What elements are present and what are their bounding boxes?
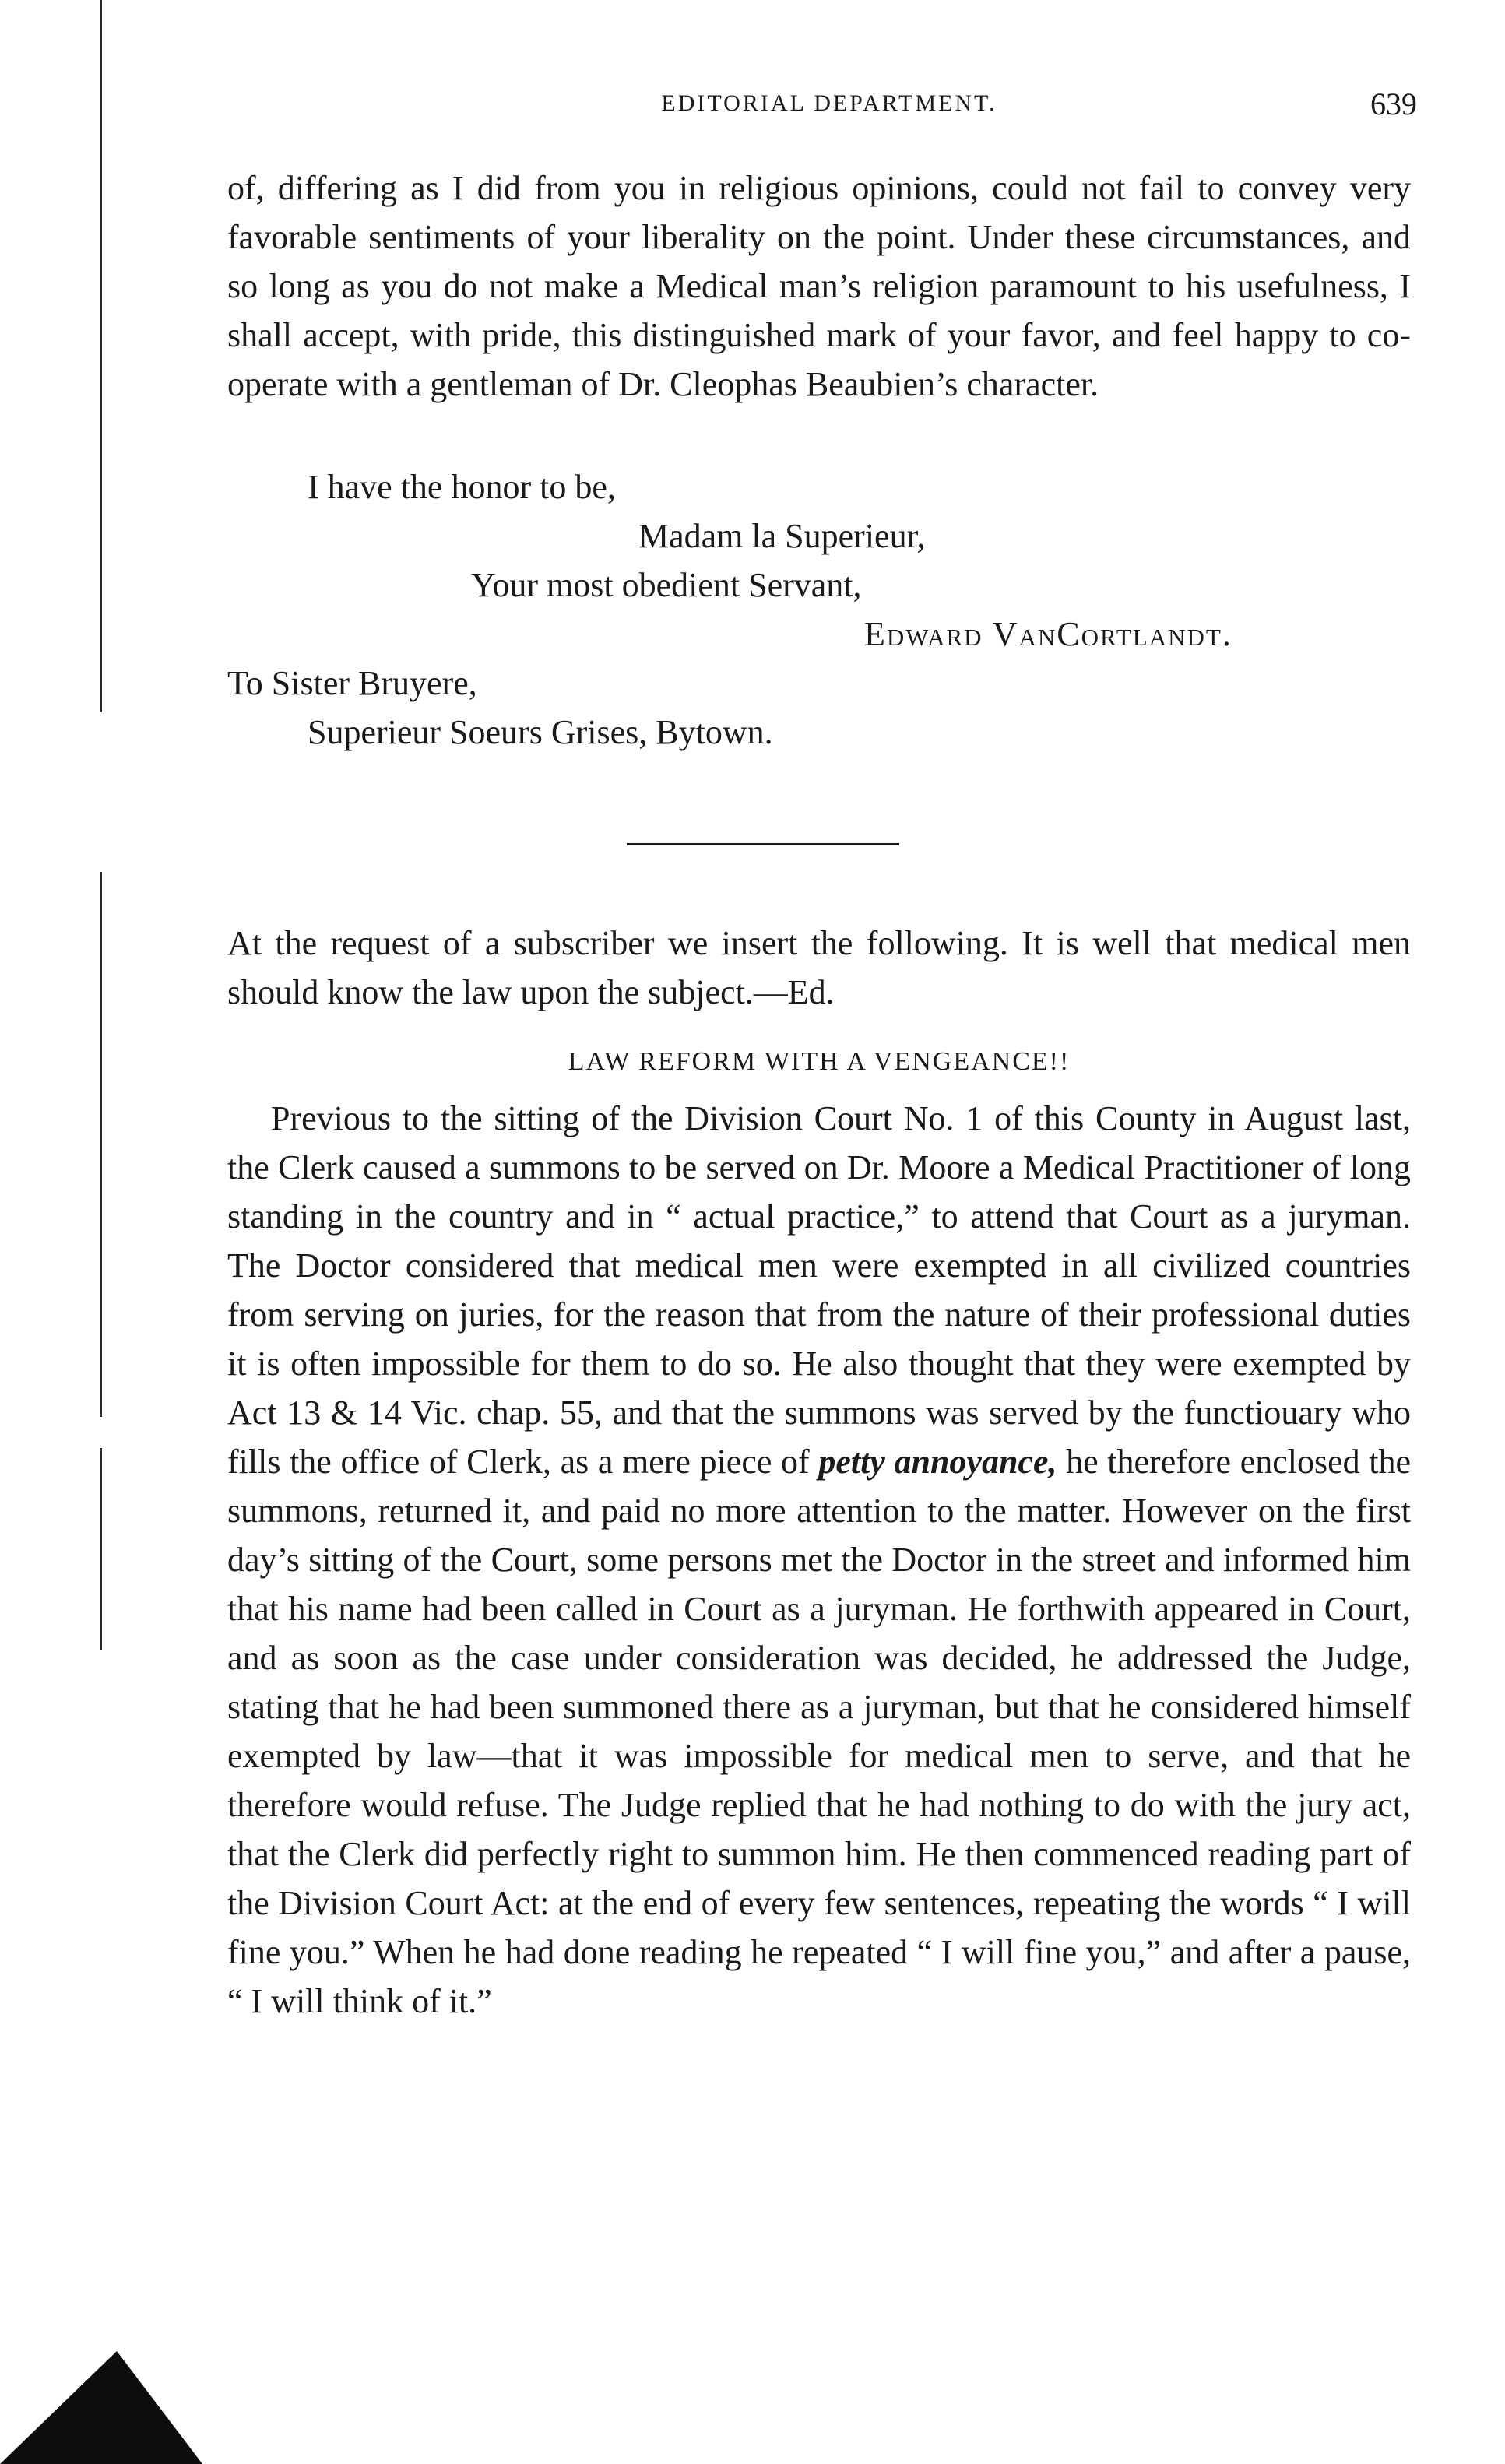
running-head: EDITORIAL DEPARTMENT. xyxy=(661,90,997,116)
letter-body xyxy=(227,163,1411,409)
article-emphasis: petty annoyance, xyxy=(818,1443,1057,1481)
article-text-part1: Previous to the sitting of the Division Court No. 1 of this County in August last, the Clerk caused a summons to be served on Dr. Moore a Medical Practitioner of long standing in the country and in “ actual practice,” to attend that Court as a juryman. The Doctor considered that medical men were exempted in all civilized countries from serving on juries, for the reason that from the nature of their professional duties it is often impossible for them to do so. He also thought that they were exempted by Act 13 & 14 Vic. chap. 55, and that the summons was served by the functiouary who fills the office of Clerk, as a mere piece of xyxy=(227,1099,1411,1481)
letter-paragraph: of, differing as I did from you in religious opinions, could not fail to convey very favorable sentiments of your liberality on the point. Under these circumstances, and so long as you do not make a Medical man’s religion paramount to his usefulness, I shall accept, with pride, this distinguished mark of your favor, and feel happy to co-operate with a gentleman of Dr. Cleophas Beaubien’s character. xyxy=(227,169,1411,403)
article-text-part2: he therefore enclosed the summons, returned it, and paid no more attention to the matter. However on the first day’s sitting of the Court, some persons met the Doctor in the street and informed him that his name had been called in Court as a juryman. He forthwith appeared in Court, and as soon as the case under consideration was decided, he addressed the Judge, stating that he had been summoned there as a juryman, but that he considered himself exempted by law—that it was impossible for medical men to serve, and that he therefore would refuse. The Judge replied that he had nothing to do with the jury act, that the Clerk did perfectly right to summon him. He then commenced reading part of the Division Court Act: at the end of every few sentences, repeating the words “ I will fine you.” When he had done reading he repeated “ I will fine you,” and after a pause, “ I will think of it.” xyxy=(227,1443,1412,2020)
letter-signature: Edward VanCortlandt. xyxy=(864,615,1232,653)
article-title: LAW REFORM WITH A VENGEANCE!! xyxy=(568,1047,1071,1076)
letter-addressee-title: Superieur Soeurs Grises, Bytown. xyxy=(308,713,773,751)
editor-notice-text: At the request of a subscriber we insert the following. It is well that medical men should know the law upon the subject.—Ed. xyxy=(227,924,1411,1011)
letter-addressee: To Sister Bruyere, xyxy=(227,664,477,702)
page-edge-line xyxy=(100,872,102,1417)
page-header xyxy=(226,86,1433,132)
letter-closing: I have the honor to be, xyxy=(308,468,616,506)
page-number: 639 xyxy=(1370,86,1417,121)
page-corner-shadow xyxy=(0,2304,202,2464)
article-body xyxy=(227,1094,1411,2026)
section-divider xyxy=(627,843,899,845)
letter-salutation: Madam la Superieur, xyxy=(638,517,926,555)
page-edge-line xyxy=(100,1448,102,1650)
page-edge-line xyxy=(100,0,102,712)
article-paragraph xyxy=(227,1094,1411,2026)
letter-servant-line: Your most obedient Servant, xyxy=(471,566,862,604)
editor-notice xyxy=(227,919,1411,1017)
